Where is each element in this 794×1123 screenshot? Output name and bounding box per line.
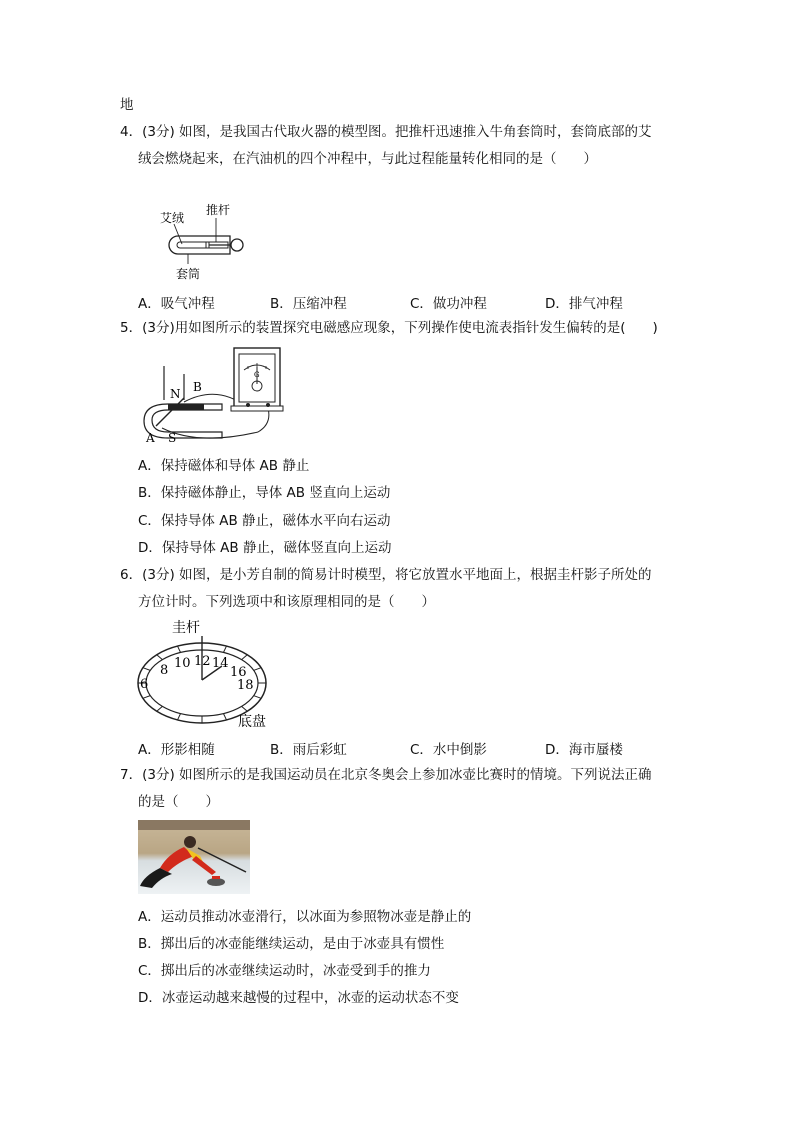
- q4-option-a[interactable]: A．吸气冲程: [138, 296, 215, 312]
- q5-stem-line1: 5．(3分)用如图所示的装置探究电磁感应现象，下列操作使电流表指针发生偏转的是( ): [120, 320, 658, 336]
- q5-option-b[interactable]: B．保持磁体静止，导体 AB 竖直向上运动: [138, 485, 391, 501]
- q6-option-d[interactable]: D．海市蜃楼: [545, 742, 623, 758]
- q4-label-ai: 艾绒: [160, 211, 185, 225]
- q5-label-n: N: [170, 387, 181, 401]
- q6-dial-tick: [178, 713, 181, 719]
- q4-fire-piston-figure: [160, 198, 260, 286]
- q4-option-d[interactable]: D．排气冲程: [545, 296, 623, 312]
- q4-pointer-ai: [174, 224, 182, 244]
- continued-text-fragment: 地: [120, 97, 134, 113]
- q7-option-d[interactable]: D．冰壶运动越来越慢的过程中，冰壶的运动状态不变: [138, 990, 459, 1006]
- q6-dial-tick: [254, 668, 261, 671]
- q6-dial-tick: [157, 706, 163, 711]
- q4-option-b[interactable]: B．压缩冲程: [270, 296, 347, 312]
- q5-label-s: S: [168, 431, 177, 445]
- q6-stem-line1: 6．(3分) 如图，是小芳自制的简易计时模型，将它放置水平地面上，根据圭杆影子所处的: [120, 567, 652, 583]
- q6-option-b[interactable]: B．雨后彩虹: [270, 742, 347, 758]
- q6-num-10: 10: [174, 656, 191, 671]
- q4-piston-head: [206, 242, 209, 248]
- q6-dial-tick: [143, 696, 150, 699]
- photo-wall-band: [138, 820, 250, 830]
- q6-dial-tick: [178, 646, 181, 652]
- q7-curling-photo: [138, 820, 250, 894]
- q5-galvanometer: [231, 348, 283, 411]
- q5-label-a: A: [146, 431, 155, 445]
- q6-num-8: 8: [160, 663, 169, 678]
- q6-dial-tick: [254, 696, 261, 699]
- q6-option-c[interactable]: C．水中倒影: [410, 742, 487, 758]
- q6-dial-tick: [223, 713, 226, 719]
- q6-stem-line2: 方位计时。下列选项中和该原理相同的是（ ）: [138, 594, 435, 610]
- q6-label-gui: 圭杆: [172, 620, 200, 636]
- q6-num-12: 12: [194, 654, 211, 669]
- athlete-head: [184, 836, 196, 848]
- q7-option-a[interactable]: A．运动员推动冰壶滑行，以冰面为参照物冰壶是静止的: [138, 909, 472, 925]
- q5-option-a[interactable]: A．保持磁体和导体 AB 静止: [138, 458, 310, 474]
- q6-option-a[interactable]: A．形影相随: [138, 742, 215, 758]
- q5-conductor-ab: [156, 398, 184, 426]
- q5-option-c[interactable]: C．保持导体 AB 静止，磁体水平向右运动: [138, 513, 391, 529]
- q6-dial-tick: [242, 655, 248, 660]
- q4-push-knob: [231, 239, 243, 251]
- q7-option-c[interactable]: C．掷出后的冰壶继续运动时，冰壶受到手的推力: [138, 963, 431, 979]
- q4-stem-line2: 绒会燃烧起来，在汽油机的四个冲程中，与此过程能量转化相同的是（ ）: [138, 151, 597, 167]
- curling-stone: [207, 878, 225, 886]
- q6-dial-tick: [157, 655, 163, 660]
- q4-stem-line1: 4．(3分) 如图，是我国古代取火器的模型图。把推杆迅速推入牛角套筒时，套筒底部的艾: [120, 124, 652, 140]
- q7-stem-line2: 的是（ ）: [138, 794, 219, 810]
- q6-num-14: 14: [212, 656, 229, 671]
- q5-induction-figure: [138, 344, 288, 446]
- q4-label-tao: 套筒: [176, 267, 201, 281]
- q5-label-b: B: [193, 380, 202, 394]
- q6-dial-tick: [143, 668, 150, 671]
- q5-option-d[interactable]: D．保持导体 AB 静止，磁体竖直向上运动: [138, 540, 392, 556]
- curling-stone-handle: [212, 876, 220, 879]
- q7-option-b[interactable]: B．掷出后的冰壶能继续运动，是由于冰壶具有惯性: [138, 936, 445, 952]
- q6-num-16: 16: [230, 665, 247, 680]
- q5-meter-mark: G: [254, 371, 260, 379]
- q4-option-c[interactable]: C．做功冲程: [410, 296, 487, 312]
- q6-num-18: 18: [237, 678, 254, 693]
- q6-label-dipan: 底盘: [238, 714, 266, 730]
- q7-stem-line1: 7．(3分) 如图所示的是我国运动员在北京冬奥会上参加冰壶比赛时的情境。下列说法正确: [120, 767, 652, 783]
- q6-sundial-figure: [134, 614, 280, 732]
- q6-dial-tick: [223, 646, 226, 652]
- q4-label-tui: 推杆: [206, 203, 231, 217]
- q6-dial-tick: [242, 706, 248, 711]
- q6-num-6: 6: [140, 677, 149, 692]
